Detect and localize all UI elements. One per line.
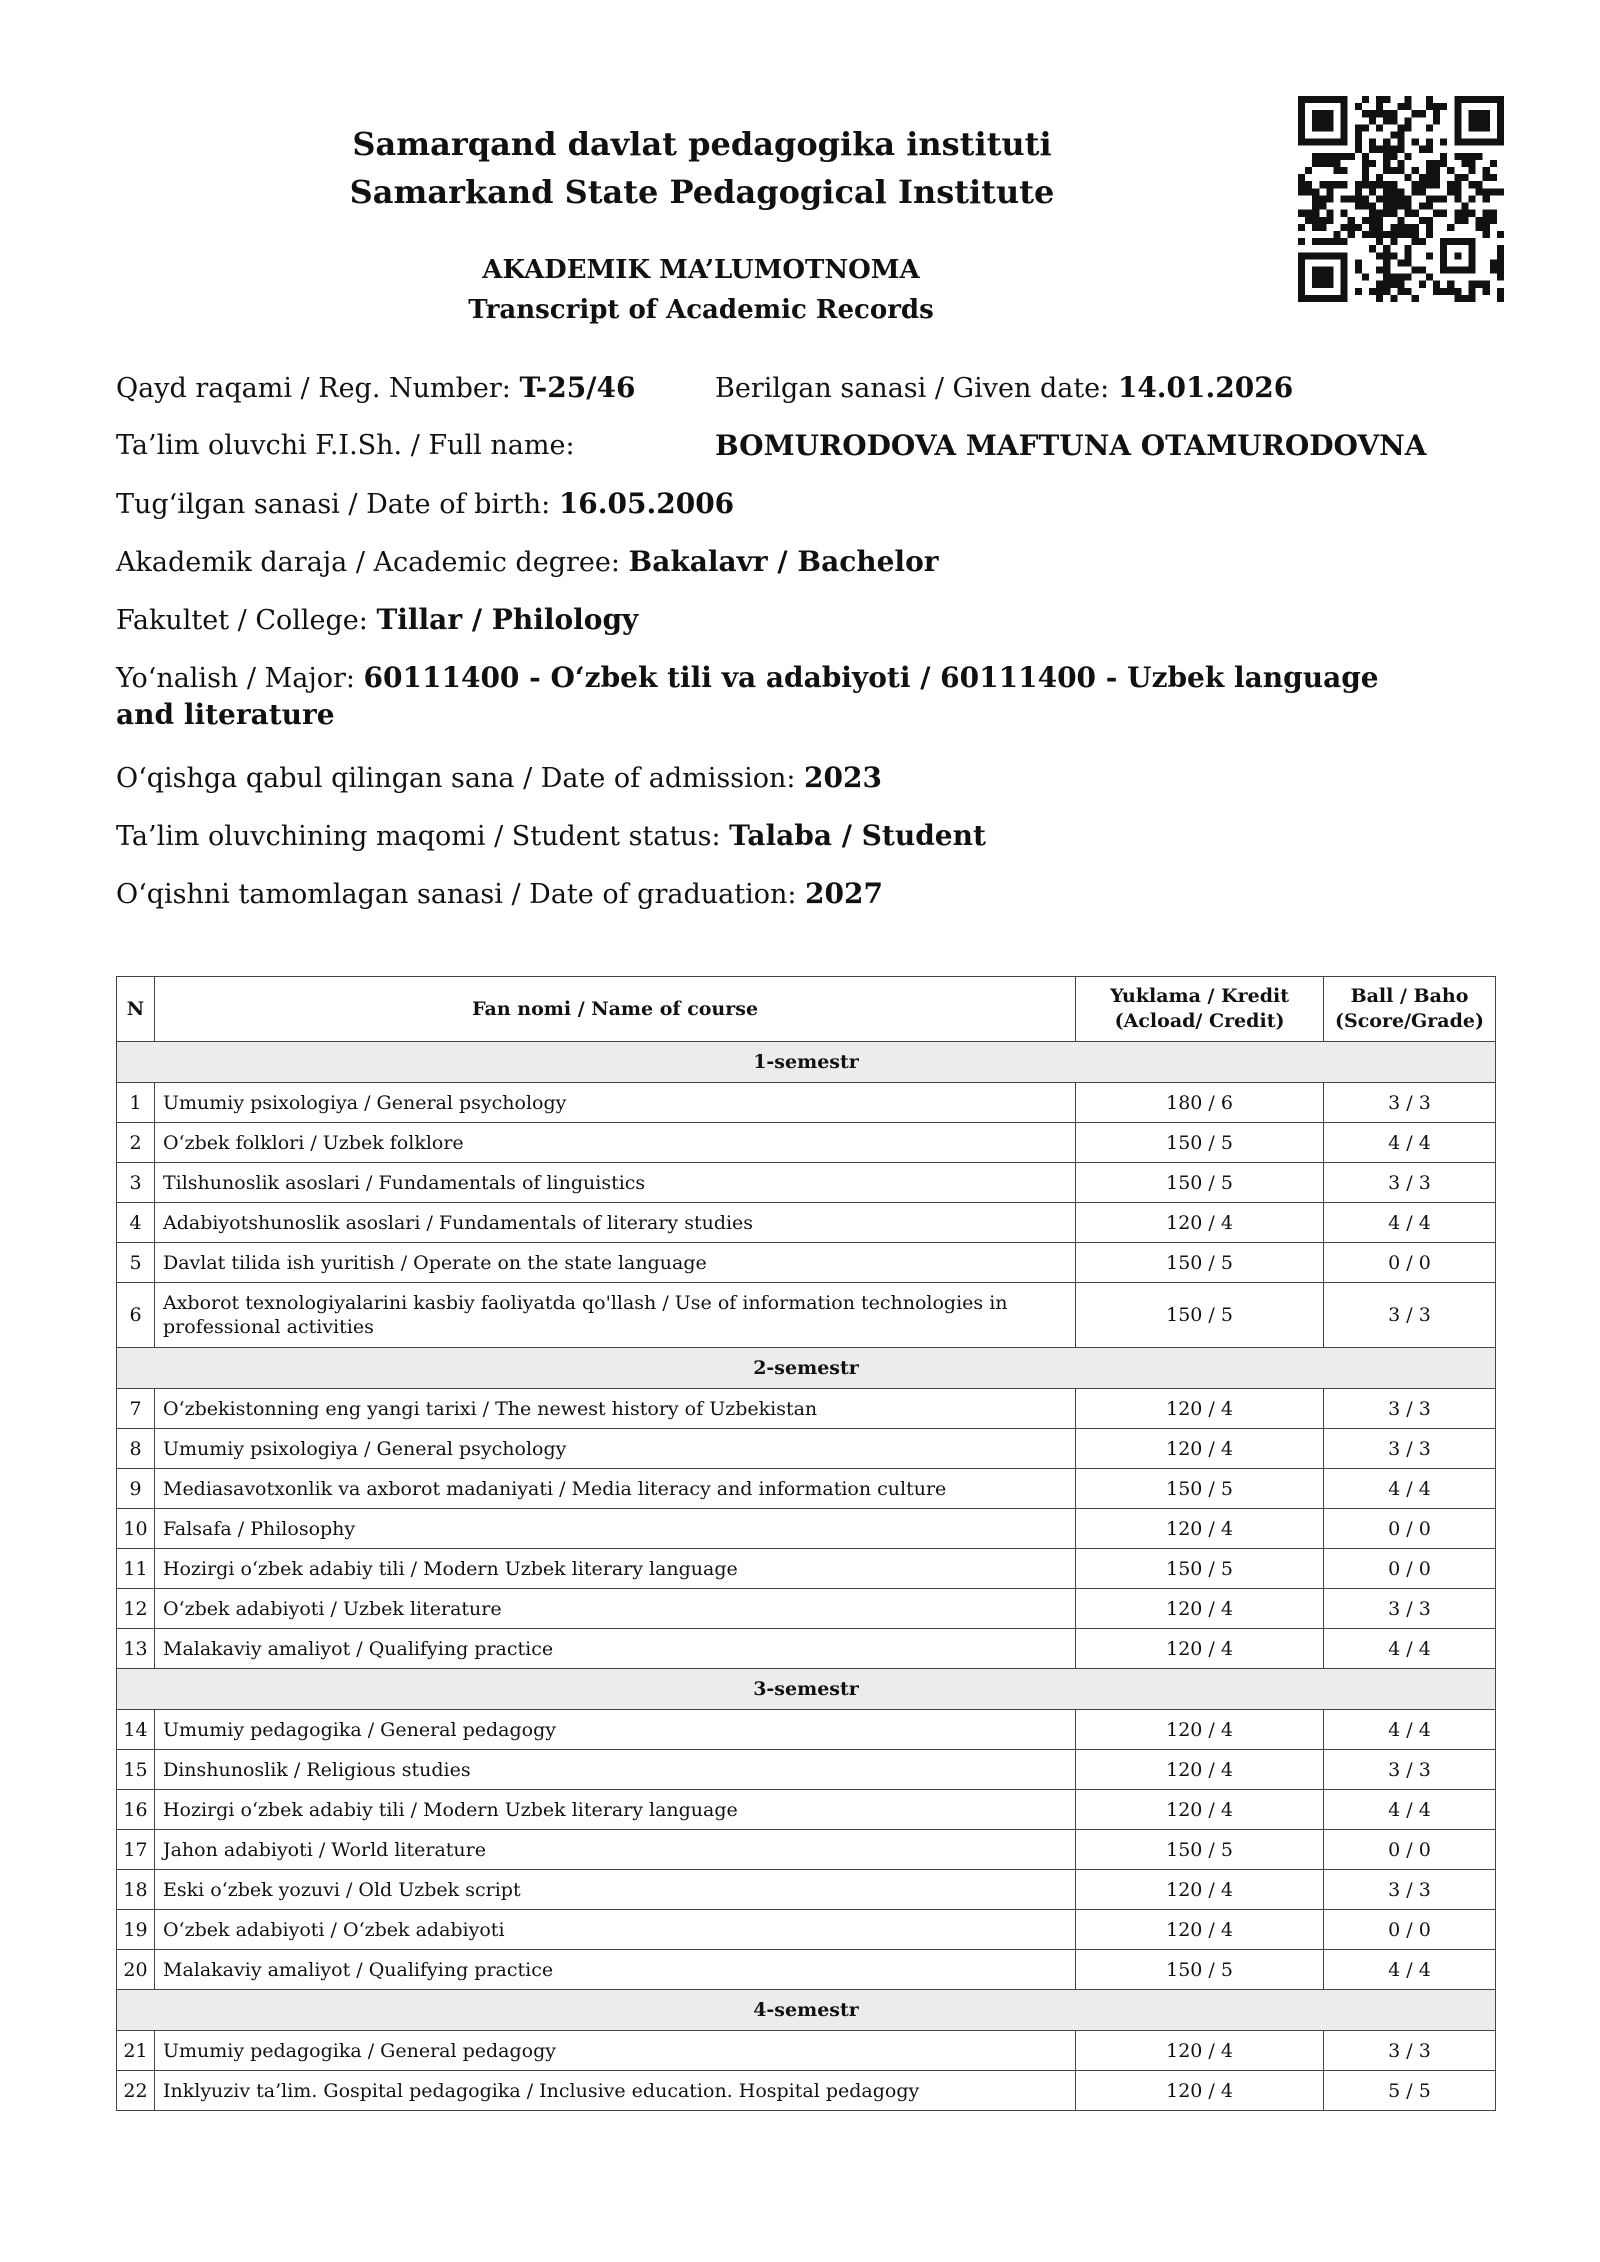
load-credit-cell: 120 / 4 (1076, 1750, 1324, 1790)
score-grade-cell: 4 / 4 (1323, 1710, 1495, 1750)
course-name-cell: Umumiy pedagogika / General pedagogy (154, 2031, 1075, 2071)
row-number-cell: 19 (117, 1910, 155, 1950)
course-name-cell: Malakaviy amaliyot / Qualifying practice (154, 1629, 1075, 1669)
score-grade-cell: 0 / 0 (1323, 1243, 1495, 1283)
row-number-cell: 12 (117, 1589, 155, 1629)
table-row (117, 1629, 1496, 1669)
score-grade-cell: 4 / 4 (1323, 1123, 1495, 1163)
load-credit-cell: 120 / 4 (1076, 1589, 1324, 1629)
load-credit-cell: 150 / 5 (1076, 1950, 1324, 1990)
score-grade-cell: 4 / 4 (1323, 1203, 1495, 1243)
semester-row (117, 1990, 1496, 2031)
table-row (117, 1830, 1496, 1870)
graduation-date-value: 2027 (805, 877, 883, 910)
load-credit-cell: 150 / 5 (1076, 1243, 1324, 1283)
course-name-cell: Malakaviy amaliyot / Qualifying practice (154, 1950, 1075, 1990)
row-number-cell: 9 (117, 1469, 155, 1509)
given-date-value: 14.01.2026 (1117, 371, 1294, 404)
course-name-cell: Falsafa / Philosophy (154, 1509, 1075, 1549)
student-status-row (116, 818, 986, 855)
load-credit-cell: 120 / 4 (1076, 2031, 1324, 2071)
course-name-cell: Eski oʻzbek yozuvi / Old Uzbek script (154, 1870, 1075, 1910)
col-score-header-line1: Ball / Baho (1350, 985, 1469, 1007)
score-grade-cell: 4 / 4 (1323, 1629, 1495, 1669)
course-name-cell: Inklyuziv ta’lim. Gospital pedagogika / Inclusive education. Hospital pedagogy (154, 2071, 1075, 2111)
score-grade-cell: 0 / 0 (1323, 1910, 1495, 1950)
load-credit-cell: 120 / 4 (1076, 1790, 1324, 1830)
full-name-label: Ta’lim oluvchi F.I.Sh. / Full name: (116, 430, 575, 461)
college-value: Tillar / Philology (376, 603, 639, 636)
table-row (117, 2031, 1496, 2071)
row-number-cell: 17 (117, 1830, 155, 1870)
table-row (117, 1549, 1496, 1589)
col-number-header: N (117, 977, 155, 1042)
admission-date-row (116, 760, 882, 797)
col-course-header: Fan nomi / Name of course (154, 977, 1075, 1042)
course-name-cell: Umumiy psixologiya / General psychology (154, 1083, 1075, 1123)
reg-number-label: Qayd raqami / Reg. Number: (116, 373, 520, 404)
load-credit-cell: 120 / 4 (1076, 2071, 1324, 2111)
score-grade-cell: 4 / 4 (1323, 1469, 1495, 1509)
table-row (117, 1083, 1496, 1123)
table-row (117, 1910, 1496, 1950)
row-number-cell: 1 (117, 1083, 155, 1123)
institute-name-en: Samarkand State Pedagogical Institute (349, 173, 1055, 211)
table-row (117, 1750, 1496, 1790)
row-number-cell: 14 (117, 1710, 155, 1750)
table-row (117, 1123, 1496, 1163)
semester-label: 4-semestr (117, 1990, 1496, 2031)
course-name-cell: Axborot texnologiyalarini kasbiy faoliyatda qo'llash / Use of information technologies in professional activities (154, 1283, 1075, 1348)
row-number-cell: 20 (117, 1950, 155, 1990)
table-row (117, 1163, 1496, 1203)
given-date-label: Berilgan sanasi / Given date: (715, 373, 1118, 404)
table-row (117, 1389, 1496, 1429)
table-row (117, 1469, 1496, 1509)
load-credit-cell: 120 / 4 (1076, 1509, 1324, 1549)
student-status-label: Ta’lim oluvchining maqomi / Student status: (116, 821, 730, 852)
row-number-cell: 21 (117, 2031, 155, 2071)
load-credit-cell: 120 / 4 (1076, 1389, 1324, 1429)
table-row (117, 2071, 1496, 2111)
major-row (116, 660, 1436, 734)
score-grade-cell: 0 / 0 (1323, 1509, 1495, 1549)
score-grade-cell: 3 / 3 (1323, 1589, 1495, 1629)
course-name-cell: Oʻzbek adabiyoti / Uzbek literature (154, 1589, 1075, 1629)
row-number-cell: 2 (117, 1123, 155, 1163)
load-credit-cell: 120 / 4 (1076, 1910, 1324, 1950)
load-credit-cell: 120 / 4 (1076, 1429, 1324, 1469)
score-grade-cell: 0 / 0 (1323, 1549, 1495, 1589)
score-grade-cell: 3 / 3 (1323, 1083, 1495, 1123)
course-name-cell: Oʻzbek adabiyoti / Oʻzbek adabiyoti (154, 1910, 1075, 1950)
row-number-cell: 15 (117, 1750, 155, 1790)
institute-name-uz: Samarqand davlat pedagogika instituti (352, 125, 1052, 163)
admission-date-label: Oʻqishga qabul qilingan sana / Date of admission: (116, 763, 805, 794)
semester-row (117, 1669, 1496, 1710)
load-credit-cell: 150 / 5 (1076, 1123, 1324, 1163)
row-number-cell: 3 (117, 1163, 155, 1203)
row-number-cell: 10 (117, 1509, 155, 1549)
table-row (117, 1243, 1496, 1283)
academic-degree-label: Akademik daraja / Academic degree: (116, 547, 629, 578)
row-number-cell: 5 (117, 1243, 155, 1283)
load-credit-cell: 120 / 4 (1076, 1870, 1324, 1910)
semester-label: 3-semestr (117, 1669, 1496, 1710)
score-grade-cell: 3 / 3 (1323, 1750, 1495, 1790)
given-date-row (715, 370, 1293, 407)
load-credit-cell: 150 / 5 (1076, 1549, 1324, 1589)
col-load-header-line1: Yuklama / Kredit (1110, 985, 1289, 1007)
course-name-cell: Adabiyotshunoslik asoslari / Fundamentals of literary studies (154, 1203, 1075, 1243)
score-grade-cell: 3 / 3 (1323, 2031, 1495, 2071)
row-number-cell: 13 (117, 1629, 155, 1669)
course-name-cell: Mediasavotxonlik va axborot madaniyati / Media literacy and information culture (154, 1469, 1075, 1509)
document-title-uz: AKADEMIK MA’LUMOTNOMA (482, 255, 920, 285)
table-row (117, 1790, 1496, 1830)
score-grade-cell: 3 / 3 (1323, 1870, 1495, 1910)
course-name-cell: Umumiy psixologiya / General psychology (154, 1429, 1075, 1469)
academic-degree-value: Bakalavr / Bachelor (628, 545, 939, 578)
table-row (117, 1203, 1496, 1243)
table-row (117, 1283, 1496, 1348)
course-name-cell: Oʻzbek folklori / Uzbek folklore (154, 1123, 1075, 1163)
graduation-date-row (116, 876, 883, 913)
qr-code-icon (1298, 96, 1504, 302)
score-grade-cell: 4 / 4 (1323, 1950, 1495, 1990)
admission-date-value: 2023 (804, 761, 882, 794)
load-credit-cell: 120 / 4 (1076, 1203, 1324, 1243)
course-name-cell: Oʻzbekistonning eng yangi tarixi / The newest history of Uzbekistan (154, 1389, 1075, 1429)
reg-number-row (116, 370, 635, 407)
load-credit-cell: 150 / 5 (1076, 1283, 1324, 1348)
table-row (117, 1429, 1496, 1469)
col-load-header-line2: (Acload/ Credit) (1114, 1010, 1285, 1032)
course-name-cell: Hozirgi oʻzbek adabiy tili / Modern Uzbek literary language (154, 1790, 1075, 1830)
major-value: 60111400 - Oʻzbek tili va adabiyoti / 60111400 - Uzbek language and literature (116, 661, 1379, 731)
load-credit-cell: 150 / 5 (1076, 1163, 1324, 1203)
table-row (117, 1950, 1496, 1990)
table-row (117, 1589, 1496, 1629)
table-row (117, 1509, 1496, 1549)
load-credit-cell: 180 / 6 (1076, 1083, 1324, 1123)
courses-table (116, 976, 1496, 2111)
table-row (117, 1710, 1496, 1750)
score-grade-cell: 3 / 3 (1323, 1389, 1495, 1429)
course-name-cell: Dinshunoslik / Religious studies (154, 1750, 1075, 1790)
score-grade-cell: 0 / 0 (1323, 1830, 1495, 1870)
load-credit-cell: 150 / 5 (1076, 1469, 1324, 1509)
college-row (116, 602, 638, 639)
course-name-cell: Umumiy pedagogika / General pedagogy (154, 1710, 1075, 1750)
col-load-header (1076, 977, 1324, 1042)
score-grade-cell: 4 / 4 (1323, 1790, 1495, 1830)
reg-number-value: T-25/46 (519, 371, 636, 404)
table-header-row (117, 977, 1496, 1042)
major-label: Yoʻnalish / Major: (116, 663, 364, 694)
date-of-birth-label: Tugʻilgan sanasi / Date of birth: (116, 489, 559, 520)
course-name-cell: Jahon adabiyoti / World literature (154, 1830, 1075, 1870)
row-number-cell: 8 (117, 1429, 155, 1469)
row-number-cell: 7 (117, 1389, 155, 1429)
score-grade-cell: 3 / 3 (1323, 1429, 1495, 1469)
course-name-cell: Tilshunoslik asoslari / Fundamentals of linguistics (154, 1163, 1075, 1203)
col-score-header-line2: (Score/Grade) (1335, 1010, 1484, 1032)
full-name-value: BOMURODOVA MAFTUNA OTAMURODOVNA (715, 429, 1427, 462)
graduation-date-label: Oʻqishni tamomlagan sanasi / Date of graduation: (116, 879, 806, 910)
score-grade-cell: 5 / 5 (1323, 2071, 1495, 2111)
col-score-header (1323, 977, 1495, 1042)
semester-row (117, 1348, 1496, 1389)
score-grade-cell: 3 / 3 (1323, 1163, 1495, 1203)
student-status-value: Talaba / Student (729, 819, 986, 852)
date-of-birth-row (116, 486, 734, 523)
course-name-cell: Davlat tilida ish yuritish / Operate on the state language (154, 1243, 1075, 1283)
row-number-cell: 4 (117, 1203, 155, 1243)
row-number-cell: 16 (117, 1790, 155, 1830)
load-credit-cell: 120 / 4 (1076, 1629, 1324, 1669)
date-of-birth-value: 16.05.2006 (558, 487, 735, 520)
row-number-cell: 22 (117, 2071, 155, 2111)
courses-table-body (117, 1042, 1496, 2111)
semester-label: 2-semestr (117, 1348, 1496, 1389)
load-credit-cell: 120 / 4 (1076, 1710, 1324, 1750)
semester-row (117, 1042, 1496, 1083)
load-credit-cell: 150 / 5 (1076, 1830, 1324, 1870)
score-grade-cell: 3 / 3 (1323, 1283, 1495, 1348)
full-name-value-row (715, 428, 1426, 465)
semester-label: 1-semestr (117, 1042, 1496, 1083)
row-number-cell: 18 (117, 1870, 155, 1910)
academic-degree-row (116, 544, 939, 581)
table-row (117, 1870, 1496, 1910)
row-number-cell: 6 (117, 1283, 155, 1348)
row-number-cell: 11 (117, 1549, 155, 1589)
document-title-en: Transcript of Academic Records (468, 295, 934, 325)
course-name-cell: Hozirgi oʻzbek adabiy tili / Modern Uzbek literary language (154, 1549, 1075, 1589)
college-label: Fakultet / College: (116, 605, 377, 636)
